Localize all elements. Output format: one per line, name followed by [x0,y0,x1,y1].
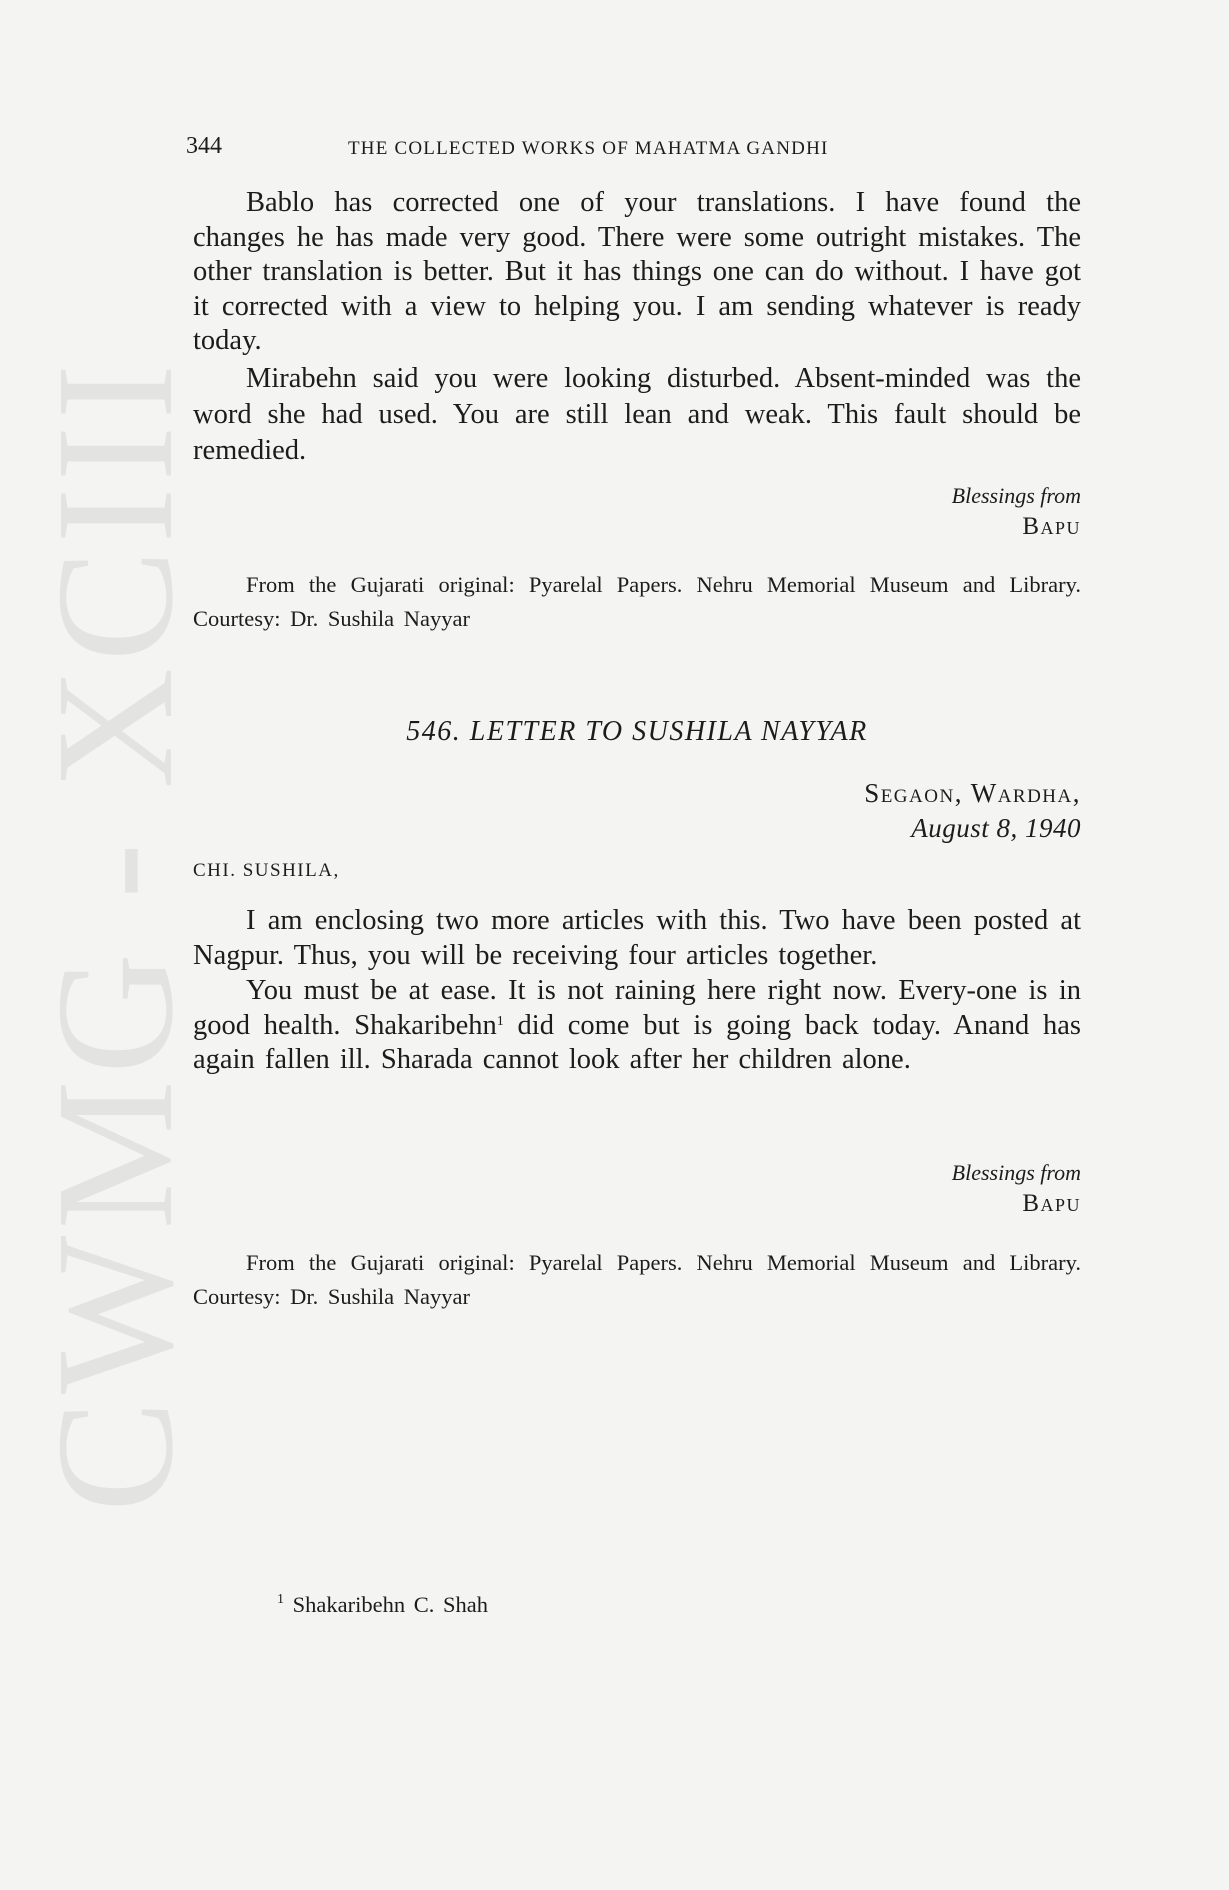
letter-signoff [952,1159,1081,1221]
paragraph-text: You must be at ease. It is not raining here right now. Every-one is in good health. Shakaribehn [193,975,1081,1041]
letter-date: August 8, 1940 [911,813,1081,843]
blessing-line: Blessings from [951,1160,1081,1185]
footnote-reference: 1 [496,1013,504,1029]
footnote-text: Shakaribehn C. Shah [292,1592,488,1617]
letter-place: Segaon, Wardha, [864,778,1081,808]
paragraph: Bablo has corrected one of your translations. I have found the changes he has made very good. There were some outright mistakes. The other translation is better. But it has things one can do without. I have got it corrected with a view to helping you. I am sending whatever is ready today. [193,187,1081,356]
salutation: CHI. SUSHILA, [193,860,340,881]
footnote [277,1592,488,1618]
letter-place-date [864,775,1081,845]
source-note: From the Gujarati original: Pyarelal Papers. Nehru Memorial Museum and Library. Courtesy: Dr. Sushila Nayyar [193,1250,1081,1309]
book-title-header: THE COLLECTED WORKS OF MAHATMA GANDHI [348,138,829,159]
blessing-line: Blessings from [951,483,1081,508]
paragraph: I am enclosing two more articles with this. Two have been posted at Nagpur. Thus, you will be receiving four articles together. [193,905,1081,971]
letter-source [193,1246,1081,1314]
paragraph [193,974,1081,1078]
page-number: 344 [186,133,222,159]
signature: Bapu [1022,513,1081,540]
watermark-text: CWMG - XCIII [22,357,208,1513]
letter-heading: 546. LETTER TO SUSHILA NAYYAR [406,716,868,747]
previous-letter-signoff [952,482,1081,544]
source-note: From the Gujarati original: Pyarelal Papers. Nehru Memorial Museum and Library. Courtesy: Dr. Sushila Nayyar [193,572,1081,631]
previous-letter-body [193,186,1081,469]
paragraph-text: did come but is going back today. Anand has again fallen ill. Sharada cannot look after her children alone. [193,1009,1081,1075]
running-header [186,133,1081,163]
footnote-mark: 1 [277,1592,284,1607]
signature: Bapu [1022,1190,1081,1217]
paragraph: Mirabehn said you were looking disturbed. Absent-minded was the word she had used. You are still lean and weak. This fault should be remedied. [193,362,1081,466]
previous-letter-source [193,568,1081,636]
letter-body [193,904,1081,1078]
